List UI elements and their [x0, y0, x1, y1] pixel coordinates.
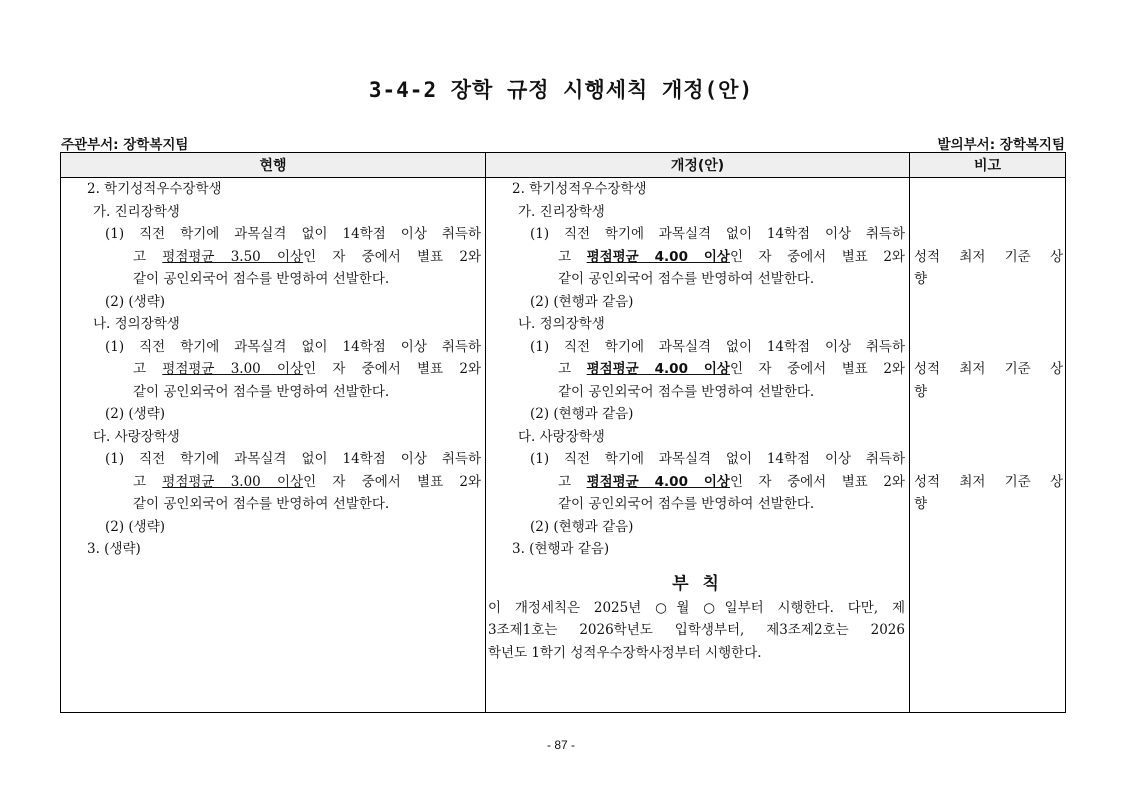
document-title: 3-4-2 장학 규정 시행세칙 개정(안) [368, 78, 754, 102]
revised-na1-gpa: 평점평균 4.00 이상 [586, 361, 730, 377]
proposing-department: 발의부서: 장학복지팀 [937, 137, 1065, 153]
revised-na1-line1: (1) 직전 학기에 과목실격 없이 14학점 이상 취득하 [530, 338, 905, 355]
header-revised: 개정(안) [486, 153, 910, 178]
current-section-2: 2. 학기성적우수장학생 [87, 181, 222, 197]
revised-na2: (2) (현행과 같음) [530, 406, 634, 422]
current-item-da: 다. 사랑장학생 [93, 428, 180, 445]
current-ga1-line3: 같이 공인외국어 점수를 반영하여 선발한다. [133, 271, 390, 287]
host-department: 주관부서: 장학복지팀 [61, 137, 189, 153]
revised-section-3: 3. (현행과 같음) [512, 541, 610, 557]
current-ga1-line1: (1) 직전 학기에 과목실격 없이 14학점 이상 취득하 [105, 226, 481, 242]
revised-ga1-line1: (1) 직전 학기에 과목실격 없이 14학점 이상 취득하 [530, 226, 905, 242]
current-na1-line3: 같이 공인외국어 점수를 반영하여 선발한다. [133, 383, 390, 400]
revised-column [486, 178, 910, 713]
revised-da1-line1: (1) 직전 학기에 과목실격 없이 14학점 이상 취득하 [530, 451, 905, 467]
revised-da2: (2) (현행과 같음) [530, 518, 634, 535]
revised-na1-line2: 고 평점평균 4.00 이상인 자 중에서 별표 2와 [558, 361, 905, 377]
table-header-row [61, 153, 1066, 178]
revision-table [60, 152, 1066, 713]
current-na1-gpa: 평점평균 3.00 이상 [162, 361, 304, 377]
current-item-na: 나. 정의장학생 [93, 316, 180, 332]
current-na1-line1: (1) 직전 학기에 과목실격 없이 14학점 이상 취득하 [105, 338, 481, 355]
table-body-row [61, 178, 1066, 713]
revised-ga2: (2) (현행과 같음) [530, 293, 634, 310]
revised-na1-line3: 같이 공인외국어 점수를 반영하여 선발한다. [558, 383, 815, 400]
current-item-ga: 가. 진리장학생 [93, 203, 180, 220]
remark-3: 성적 최저 기준 상 향 [914, 473, 1063, 512]
revised-da1-line2: 고 평점평균 4.00 이상인 자 중에서 별표 2와 [558, 473, 905, 490]
current-section-3: 3. (생략) [87, 541, 141, 557]
current-ga2: (2) (생략) [105, 293, 166, 310]
header-remarks: 비고 [910, 153, 1066, 178]
revised-ga1-line3: 같이 공인외국어 점수를 반영하여 선발한다. [558, 271, 815, 287]
current-ga1-line2: 고 평점평균 3.50 이상인 자 중에서 별표 2와 [133, 248, 481, 265]
addendum-line1: 이 개정세칙은 2025년 ○월 ○일부터 시행한다. 다만, 제 [488, 599, 905, 616]
current-da1-line2: 고 평점평균 3.00 이상인 자 중에서 별표 2와 [133, 473, 481, 490]
current-column [61, 178, 486, 713]
current-na1-line2: 고 평점평균 3.00 이상인 자 중에서 별표 2와 [133, 361, 481, 377]
remark-2: 성적 최저 기준 상 향 [914, 361, 1063, 400]
current-da1-gpa: 평점평균 3.00 이상 [162, 473, 304, 490]
current-da1-line1: (1) 직전 학기에 과목실격 없이 14학점 이상 취득하 [105, 451, 481, 467]
revised-ga1-line2: 고 평점평균 4.00 이상인 자 중에서 별표 2와 [558, 248, 905, 265]
current-da1-line3: 같이 공인외국어 점수를 반영하여 선발한다. [133, 496, 390, 512]
revised-ga1-gpa: 평점평균 4.00 이상 [586, 248, 730, 265]
revised-section-2: 2. 학기성적우수장학생 [512, 181, 647, 197]
revised-item-na: 나. 정의장학생 [518, 316, 605, 332]
revised-item-da: 다. 사랑장학생 [518, 428, 605, 445]
revised-item-ga: 가. 진리장학생 [518, 203, 605, 220]
current-na2: (2) (생략) [105, 406, 166, 422]
current-ga1-gpa: 평점평균 3.50 이상 [162, 248, 304, 265]
addendum-heading: 부 칙 [672, 573, 723, 594]
addendum-text [486, 597, 909, 665]
addendum-line3: 학년도 1학기 성적우수장학사정부터 시행한다. [488, 644, 762, 661]
revised-da1-gpa: 평점평균 4.00 이상 [586, 473, 730, 490]
remark-1: 성적 최저 기준 상 향 [914, 248, 1063, 287]
header-current: 현행 [61, 153, 486, 178]
revised-da1-line3: 같이 공인외국어 점수를 반영하여 선발한다. [558, 496, 815, 512]
addendum-line2: 3조제1호는 2026학년도 입학생부터, 제3조제2호는 2026 [488, 622, 905, 638]
page-number: - 87 - [546, 738, 575, 752]
current-da2: (2) (생략) [105, 518, 166, 535]
remarks-column [910, 178, 1066, 713]
